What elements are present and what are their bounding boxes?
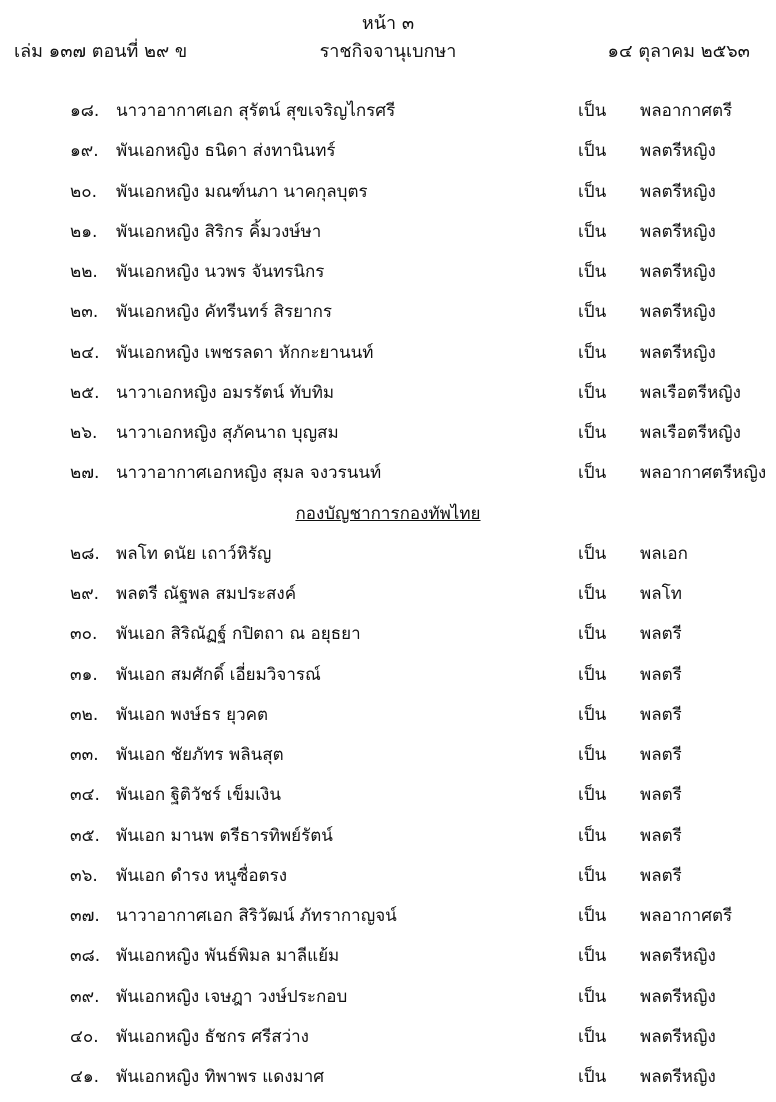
as-label: เป็น bbox=[578, 986, 607, 1007]
new-rank: พลเรือตรีหญิง bbox=[640, 423, 741, 443]
officer-name: พันเอกหญิง เพชรลดา หักกะยานนท์ bbox=[116, 342, 374, 363]
item-number: ๓๘. bbox=[70, 946, 101, 967]
officer-name: พันเอกหญิง มณฑ์นภา นาคกุลบุตร bbox=[116, 181, 368, 202]
list-item bbox=[0, 780, 776, 820]
as-label: เป็น bbox=[578, 262, 607, 282]
as-label: เป็น bbox=[578, 865, 607, 886]
new-rank: พลตรีหญิง bbox=[640, 946, 716, 967]
section-title: กองบัญชาการกองทัพไทย bbox=[295, 503, 481, 524]
as-label: เป็น bbox=[578, 1067, 607, 1087]
new-rank: พลอากาศตรี bbox=[640, 101, 733, 121]
officer-name: พันเอก ดำรง หนูซื่อตรง bbox=[116, 865, 288, 886]
item-number: ๓๔. bbox=[70, 785, 100, 806]
item-number: ๒๕. bbox=[70, 382, 100, 403]
officer-name: นาวาเอกหญิง อมรรัตน์ ทับทิม bbox=[116, 382, 335, 403]
list-item bbox=[0, 821, 776, 861]
item-number: ๑๘. bbox=[70, 101, 100, 121]
publication-date: ๑๔ ตุลาคม ๒๕๖๓ bbox=[607, 41, 750, 62]
item-number: ๔๑. bbox=[70, 1067, 100, 1087]
new-rank: พลอากาศตรี bbox=[640, 906, 733, 926]
item-number: ๓๖. bbox=[70, 865, 98, 886]
list-item bbox=[0, 700, 776, 740]
officer-name: พลตรี ณัฐพล สมประสงค์ bbox=[116, 584, 297, 604]
new-rank: พลอากาศตรีหญิง bbox=[640, 463, 767, 484]
page-number: หน้า ๓ bbox=[361, 13, 415, 34]
officer-name: พันเอกหญิง สิริกร คิ้มวงษ์ษา bbox=[116, 221, 322, 242]
officer-name: พันเอกหญิง พันธ์พิมล มาลีแย้ม bbox=[116, 946, 340, 967]
header-row bbox=[0, 36, 776, 62]
as-label: เป็น bbox=[578, 101, 607, 121]
as-label: เป็น bbox=[578, 825, 607, 846]
officer-name: พันเอก ชัยภัทร พลินสุต bbox=[116, 745, 284, 765]
new-rank: พลตรีหญิง bbox=[640, 262, 716, 282]
new-rank: พลตรี bbox=[640, 624, 682, 645]
new-rank: พลตรี bbox=[640, 865, 682, 886]
new-rank: พลโท bbox=[640, 584, 682, 604]
officer-name: พันเอกหญิง คัทรีนทร์ สิรยากร bbox=[116, 302, 333, 323]
officer-name: นาวาอากาศเอก สิริวัฒน์ ภัทรากาญจน์ bbox=[116, 906, 397, 926]
as-label: เป็น bbox=[578, 664, 607, 685]
list-item bbox=[0, 740, 776, 780]
officer-name: พันเอกหญิง ธัชกร ศรีสว่าง bbox=[116, 1026, 309, 1047]
list-item bbox=[0, 458, 776, 498]
as-label: เป็น bbox=[578, 463, 607, 484]
officer-name: นาวาอากาศเอกหญิง สุมล จงวรนนท์ bbox=[116, 463, 382, 484]
officer-name: นาวาเอกหญิง สุภัคนาถ บุญสม bbox=[116, 423, 339, 443]
new-rank: พลตรีหญิง bbox=[640, 342, 716, 363]
new-rank: พลตรี bbox=[640, 664, 682, 685]
new-rank: พลตรีหญิง bbox=[640, 141, 716, 162]
officer-name: นาวาอากาศเอก สุรัตน์ สุขเจริญไกรศรี bbox=[116, 101, 396, 121]
item-number: ๒๔. bbox=[70, 342, 100, 363]
as-label: เป็น bbox=[578, 302, 607, 323]
new-rank: พลตรีหญิง bbox=[640, 1026, 716, 1047]
item-number: ๒๘. bbox=[70, 543, 100, 564]
item-number: ๒๒. bbox=[70, 262, 98, 282]
officer-name: พันเอกหญิง ทิพาพร แดงมาศ bbox=[116, 1067, 325, 1087]
list-item bbox=[0, 378, 776, 418]
officer-name: พันเอก ฐิติวัชร์ เข็มเงิน bbox=[116, 785, 281, 806]
volume-issue: เล่ม ๑๓๗ ตอนที่ ๒๙ ข bbox=[14, 41, 188, 62]
officer-name: พันเอกหญิง เจษฎา วงษ์ประกอบ bbox=[116, 986, 348, 1007]
officer-name: พันเอก สมศักดิ์ เอี่ยมวิจารณ์ bbox=[116, 664, 321, 685]
item-number: ๓๕. bbox=[70, 825, 100, 846]
list-item bbox=[0, 1062, 776, 1102]
new-rank: พลตรี bbox=[640, 745, 682, 765]
item-number: ๓๙. bbox=[70, 986, 100, 1007]
item-number: ๓๗. bbox=[70, 906, 100, 926]
list-item bbox=[0, 1022, 776, 1062]
appointment-list bbox=[0, 96, 776, 1102]
item-number: ๒๙. bbox=[70, 584, 100, 604]
new-rank: พลเรือตรีหญิง bbox=[640, 382, 741, 403]
list-item bbox=[0, 901, 776, 941]
as-label: เป็น bbox=[578, 584, 607, 604]
section-heading bbox=[0, 499, 776, 539]
gazette-title: ราชกิจจานุเบกษา bbox=[319, 41, 457, 62]
item-number: ๓๑. bbox=[70, 664, 98, 685]
officer-name: พันเอก พงษ์ธร ยุวคต bbox=[116, 704, 269, 725]
list-item bbox=[0, 982, 776, 1022]
item-number: ๑๙. bbox=[70, 141, 99, 162]
new-rank: พลตรีหญิง bbox=[640, 181, 716, 202]
as-label: เป็น bbox=[578, 624, 607, 645]
as-label: เป็น bbox=[578, 906, 607, 926]
new-rank: พลตรีหญิง bbox=[640, 986, 716, 1007]
as-label: เป็น bbox=[578, 423, 607, 443]
as-label: เป็น bbox=[578, 745, 607, 765]
item-number: ๒๖. bbox=[70, 423, 98, 443]
list-item bbox=[0, 177, 776, 217]
officer-name: พันเอก สิริณัฏฐ์ กปิตถา ณ อยุธยา bbox=[116, 624, 361, 645]
list-item bbox=[0, 338, 776, 378]
officer-name: พันเอกหญิง ธนิดา ส่งทานินทร์ bbox=[116, 141, 336, 162]
list-item bbox=[0, 660, 776, 700]
list-item bbox=[0, 96, 776, 136]
new-rank: พลตรีหญิง bbox=[640, 302, 716, 323]
list-item bbox=[0, 861, 776, 901]
list-item bbox=[0, 539, 776, 579]
item-number: ๔๐. bbox=[70, 1026, 99, 1047]
list-item bbox=[0, 217, 776, 257]
officer-name: พลโท ดนัย เถาว์หิรัญ bbox=[116, 543, 272, 564]
item-number: ๓๒. bbox=[70, 704, 99, 725]
list-item bbox=[0, 257, 776, 297]
new-rank: พลตรี bbox=[640, 785, 682, 806]
item-number: ๒๐. bbox=[70, 181, 97, 202]
as-label: เป็น bbox=[578, 342, 607, 363]
list-item bbox=[0, 579, 776, 619]
as-label: เป็น bbox=[578, 785, 607, 806]
as-label: เป็น bbox=[578, 382, 607, 403]
list-item bbox=[0, 136, 776, 176]
as-label: เป็น bbox=[578, 181, 607, 202]
item-number: ๓๓. bbox=[70, 745, 99, 765]
as-label: เป็น bbox=[578, 543, 607, 564]
new-rank: พลตรีหญิง bbox=[640, 1067, 716, 1087]
as-label: เป็น bbox=[578, 1026, 607, 1047]
item-number: ๒๓. bbox=[70, 302, 99, 323]
as-label: เป็น bbox=[578, 141, 607, 162]
as-label: เป็น bbox=[578, 704, 607, 725]
as-label: เป็น bbox=[578, 946, 607, 967]
item-number: ๒๗. bbox=[70, 463, 100, 484]
list-item bbox=[0, 941, 776, 981]
as-label: เป็น bbox=[578, 221, 607, 242]
new-rank: พลตรี bbox=[640, 825, 682, 846]
list-item bbox=[0, 619, 776, 659]
new-rank: พลตรี bbox=[640, 704, 682, 725]
list-item bbox=[0, 418, 776, 458]
item-number: ๓๐. bbox=[70, 624, 98, 645]
officer-name: พันเอก มานพ ตรีธารทิพย์รัตน์ bbox=[116, 825, 333, 846]
officer-name: พันเอกหญิง นวพร จันทรนิกร bbox=[116, 262, 325, 282]
new-rank: พลเอก bbox=[640, 543, 688, 564]
item-number: ๒๑. bbox=[70, 221, 98, 242]
new-rank: พลตรีหญิง bbox=[640, 221, 716, 242]
list-item bbox=[0, 297, 776, 337]
